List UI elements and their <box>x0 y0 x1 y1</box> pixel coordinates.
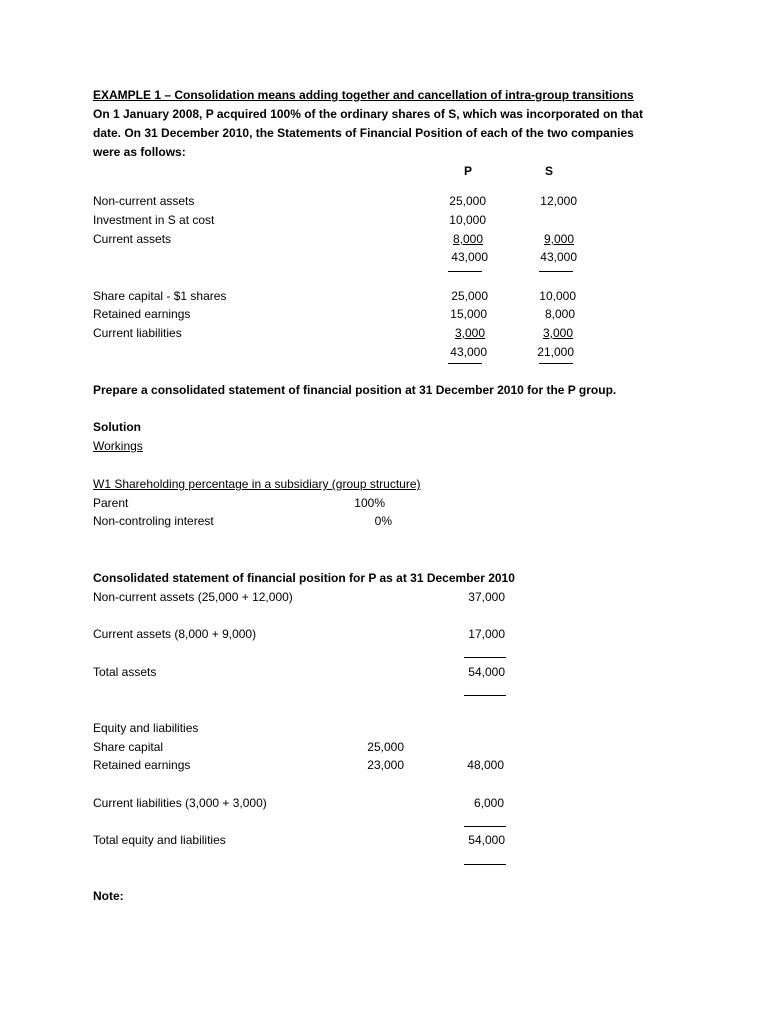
sofp-value-p: 10,000 <box>449 213 486 227</box>
total-underline <box>448 363 482 364</box>
cons-equity-heading: Equity and liabilities <box>93 721 199 735</box>
sofp-value-s: 8,000 <box>544 307 575 321</box>
sofp-total-s: 43,000 <box>540 250 577 264</box>
workings-heading: Workings <box>93 439 143 453</box>
sofp-value-s: 12,000 <box>540 194 577 208</box>
sofp-label: Investment in S at cost <box>93 213 215 227</box>
sofp-total-p: 43,000 <box>451 250 488 264</box>
sofp-value-p: 25,000 <box>451 289 488 303</box>
col-header-p: P <box>464 164 473 178</box>
sofp-value-p: 3,000 <box>454 326 485 340</box>
w1-value: 0% <box>374 514 392 528</box>
sofp-total-p: 43,000 <box>450 345 487 359</box>
total-underline <box>464 864 506 865</box>
sofp-total-s: 21,000 <box>537 345 574 359</box>
page-title: EXAMPLE 1 – Consolidation means adding together and cancellation of intra-group transitions <box>93 88 634 102</box>
sofp-label: Current assets <box>93 232 172 246</box>
sofp-label: Retained earnings <box>93 307 191 321</box>
cons-sub-value: 25,000 <box>367 740 404 754</box>
sofp-value-s: 3,000 <box>542 326 573 340</box>
total-underline <box>448 271 482 272</box>
sofp-value-p: 25,000 <box>449 194 486 208</box>
w1-heading: W1 Shareholding percentage in a subsidiary (group structure) <box>93 477 421 491</box>
cons-label: Non-current assets (25,000 + 12,000) <box>93 590 293 604</box>
cons-value: 17,000 <box>468 627 505 641</box>
w1-label: Parent <box>93 496 129 510</box>
sofp-value-p: 8,000 <box>452 232 483 246</box>
sofp-label: Share capital - $1 shares <box>93 289 227 303</box>
total-underline <box>464 657 506 658</box>
cons-sub-value: 23,000 <box>367 758 404 772</box>
cons-value: 6,000 <box>473 796 504 810</box>
intro-line-2: date. On 31 December 2010, the Statements of Financial Position of each of the two companies <box>93 126 634 140</box>
cons-label: Share capital <box>93 740 164 754</box>
sofp-label: Non-current assets <box>93 194 195 208</box>
cons-label: Total assets <box>93 665 157 679</box>
sofp-value-p: 15,000 <box>450 307 487 321</box>
cons-heading: Consolidated statement of financial position for P as at 31 December 2010 <box>93 571 515 585</box>
intro-line-1: On 1 January 2008, P acquired 100% of the ordinary shares of S, which was incorporated on that <box>93 107 643 121</box>
cons-value: 54,000 <box>468 833 505 847</box>
total-underline <box>539 271 573 272</box>
cons-label: Total equity and liabilities <box>93 833 226 847</box>
sofp-value-s: 10,000 <box>539 289 576 303</box>
note-label: Note: <box>93 889 124 903</box>
cons-value: 37,000 <box>468 590 505 604</box>
sofp-label: Current liabilities <box>93 326 182 340</box>
cons-label: Current assets (8,000 + 9,000) <box>93 627 257 641</box>
cons-label: Current liabilities (3,000 + 3,000) <box>93 796 267 810</box>
col-header-s: S <box>545 164 554 178</box>
task-text: Prepare a consolidated statement of financial position at 31 December 2010 for the P group. <box>93 383 617 397</box>
w1-value: 100% <box>354 496 385 510</box>
cons-label: Retained earnings <box>93 758 191 772</box>
sofp-value-s: 9,000 <box>543 232 574 246</box>
cons-value: 48,000 <box>467 758 504 772</box>
solution-heading: Solution <box>93 420 141 434</box>
cons-value: 54,000 <box>468 665 505 679</box>
total-underline <box>464 826 506 827</box>
intro-line-3: were as follows: <box>93 145 186 159</box>
w1-label: Non-controling interest <box>93 514 214 528</box>
total-underline <box>539 363 573 364</box>
total-underline <box>464 695 506 696</box>
